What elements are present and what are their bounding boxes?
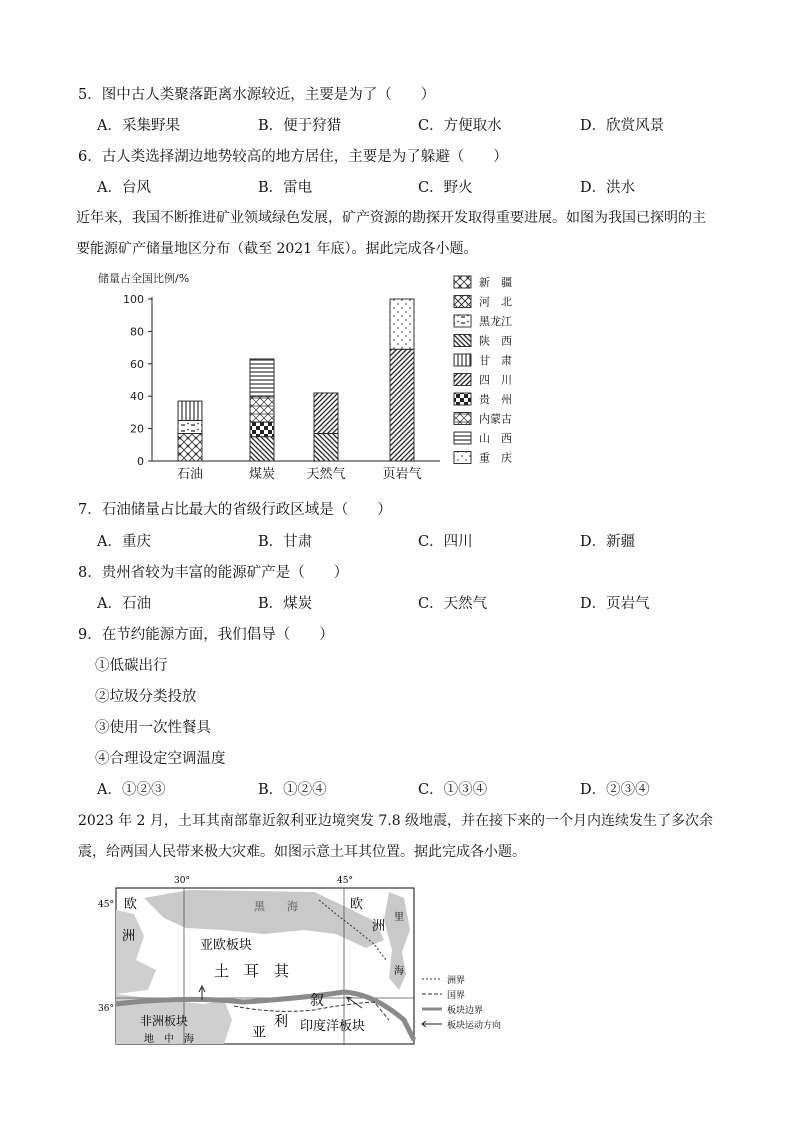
chart-legend-swatch bbox=[454, 393, 471, 405]
chart-legend-swatch bbox=[454, 335, 471, 347]
chart-legend-label: 山 西 bbox=[479, 432, 512, 445]
q6-stem: 6．古人类选择湖边地势较高的地方居住，主要是为了躲避（ ） bbox=[78, 149, 508, 165]
chart-legend-swatch bbox=[454, 432, 471, 444]
chart-bar-segment bbox=[178, 401, 202, 420]
q9-option-a: A．①②③ bbox=[97, 782, 166, 798]
q8-option-c: C．天然气 bbox=[418, 596, 488, 612]
q5-option-a: A．采集野果 bbox=[97, 118, 180, 134]
chart-y-tick-label: 40 bbox=[130, 390, 144, 404]
label-african-plate: 非洲板块 bbox=[140, 1014, 189, 1028]
lat-36-label: 36° bbox=[98, 1004, 114, 1014]
intro1-line1: 近年来，我国不断推进矿业领域绿色发展，矿产资源的勘探开发取得重要进展。如图为我国已探明的主 bbox=[76, 210, 706, 226]
map-legend-continent: 洲界 bbox=[447, 976, 466, 986]
chart-legend-swatch bbox=[454, 413, 471, 425]
chart-bar-segment bbox=[250, 437, 274, 461]
q9-item-1: ①低碳出行 bbox=[95, 658, 168, 674]
chart-bar-segment bbox=[390, 349, 414, 461]
chart-bar-segment bbox=[314, 393, 338, 434]
chart-bar-segment bbox=[314, 433, 338, 461]
intro2-line2: 震，给两国人民带来极大灾难。如图示意土耳其位置。据此完成各小题。 bbox=[78, 844, 526, 860]
chart-legend-swatch bbox=[454, 296, 471, 308]
label-black-sea: 黑 海 bbox=[254, 900, 298, 913]
label-europe-2: 欧 bbox=[350, 897, 364, 912]
chart-legend-swatch bbox=[454, 354, 471, 366]
q5-option-b: B．便于狩猎 bbox=[258, 118, 342, 134]
chart-legend-swatch bbox=[454, 374, 471, 386]
label-syria-1: 叙 bbox=[310, 993, 324, 1009]
label-europe-1: 欧 bbox=[124, 897, 138, 912]
intro2-line1: 2023 年 2 月，土耳其南部靠近叙利亚边境突发 7.8 级地震，并在接下来的一个月内连续发生了多次余 bbox=[78, 813, 714, 829]
chart-legend-swatch bbox=[454, 315, 471, 327]
chart-legend-label: 新 疆 bbox=[479, 276, 512, 289]
chart-y-tick-label: 100 bbox=[123, 293, 144, 306]
q6-option-d: D．洪水 bbox=[580, 180, 636, 196]
chart-legend-label: 甘 肃 bbox=[479, 354, 512, 367]
chart-x-tick-label: 页岩气 bbox=[382, 467, 422, 482]
q9-item-2: ②垃圾分类投放 bbox=[95, 689, 197, 705]
q8-option-d: D．页岩气 bbox=[580, 596, 650, 612]
map-legend-national: 国界 bbox=[447, 991, 466, 1001]
q7-option-a: A．重庆 bbox=[97, 534, 151, 550]
chart-legend-label: 陕 西 bbox=[479, 334, 512, 348]
q5-option-d: D．欣赏风景 bbox=[580, 118, 665, 134]
chart-legend-label: 四 川 bbox=[479, 373, 512, 387]
label-turkey: 土 耳 其 bbox=[214, 962, 290, 980]
label-caspian-2: 海 bbox=[394, 966, 404, 977]
q7-option-c: C．四川 bbox=[418, 534, 473, 550]
q7-option-d: D．新疆 bbox=[580, 534, 636, 550]
map-legend-motion: 板块运动方向 bbox=[447, 1021, 502, 1031]
q9-item-3: ③使用一次性餐具 bbox=[95, 720, 211, 736]
chart-bar-segment bbox=[178, 433, 202, 461]
chart-y-tick-label: 20 bbox=[130, 422, 144, 436]
q6-option-b: B．雷电 bbox=[258, 180, 313, 196]
q9-option-b: B．①②④ bbox=[258, 782, 327, 798]
intro1-line2: 要能源矿产储量地区分布（截至 2021 年底）。据此完成各小题。 bbox=[76, 241, 478, 257]
chart-bar-segment bbox=[250, 359, 274, 396]
q5-stem: 5．图中古人类聚落距离水源较近，主要是为了（ ） bbox=[78, 87, 436, 103]
label-europe-1b: 洲 bbox=[122, 929, 136, 944]
lat-45-label: 45° bbox=[98, 900, 114, 910]
chart-x-tick-label: 石油 bbox=[176, 467, 204, 482]
q9-stem: 9．在节约能源方面，我们倡导（ ） bbox=[78, 627, 334, 643]
chart-x-tick-label: 煤炭 bbox=[248, 467, 276, 482]
chart-bar-segment bbox=[390, 299, 414, 349]
chart-legend-swatch bbox=[454, 452, 471, 464]
q6-option-c: C．野火 bbox=[418, 180, 473, 196]
q9-option-c: C．①③④ bbox=[418, 782, 488, 798]
label-syria-3: 亚 bbox=[252, 1025, 266, 1041]
q7-stem: 7．石油储量占比最大的省级行政区域是（ ） bbox=[78, 502, 392, 518]
q8-stem: 8．贵州省较为丰富的能源矿产是（ ） bbox=[78, 565, 349, 581]
chart-legend-label: 河 北 bbox=[479, 295, 512, 309]
turkey-location-map bbox=[98, 870, 524, 1048]
label-indian-plate: 印度洋板块 bbox=[300, 1019, 366, 1034]
chart-y-tick-label: 60 bbox=[130, 357, 144, 371]
chart-legend-label: 内蒙古 bbox=[479, 412, 512, 426]
label-caspian-1: 里 bbox=[394, 912, 404, 923]
chart-legend-label: 贵 州 bbox=[479, 393, 512, 406]
q9-option-d: D．②③④ bbox=[580, 782, 650, 798]
q9-item-4: ④合理设定空调温度 bbox=[95, 751, 226, 767]
chart-ylabel: 储量占全国比例/% bbox=[98, 272, 190, 285]
map-legend-plate: 板块边界 bbox=[447, 1006, 484, 1016]
label-syria-2: 利 bbox=[274, 1014, 288, 1030]
label-eurasian-plate: 亚欧板块 bbox=[200, 938, 253, 953]
chart-bar-segment bbox=[178, 421, 202, 434]
chart-legend-swatch bbox=[454, 276, 471, 288]
chart-y-tick-label: 0 bbox=[137, 455, 144, 468]
q5-option-c: C．方便取水 bbox=[418, 118, 502, 134]
q8-option-b: B．煤炭 bbox=[258, 596, 313, 612]
chart-bar-segment bbox=[250, 422, 274, 437]
lon-30-label: 30° bbox=[174, 876, 190, 886]
chart-legend-label: 黑龙江 bbox=[479, 315, 512, 328]
q8-option-a: A．石油 bbox=[97, 596, 151, 612]
chart-y-tick-label: 80 bbox=[130, 325, 144, 339]
chart-legend-label: 重 庆 bbox=[479, 451, 512, 465]
map-legend bbox=[422, 974, 501, 1031]
label-europe-2b: 洲 bbox=[372, 919, 386, 934]
label-mediterranean: 地 中 海 bbox=[144, 1034, 194, 1045]
energy-reserves-chart bbox=[80, 266, 550, 481]
chart-bar-segment bbox=[250, 396, 274, 422]
chart-x-tick-label: 天然气 bbox=[306, 467, 346, 482]
q7-option-b: B．甘肃 bbox=[258, 534, 313, 550]
lon-45-label: 45° bbox=[337, 876, 353, 886]
q6-option-a: A．台风 bbox=[97, 180, 151, 196]
